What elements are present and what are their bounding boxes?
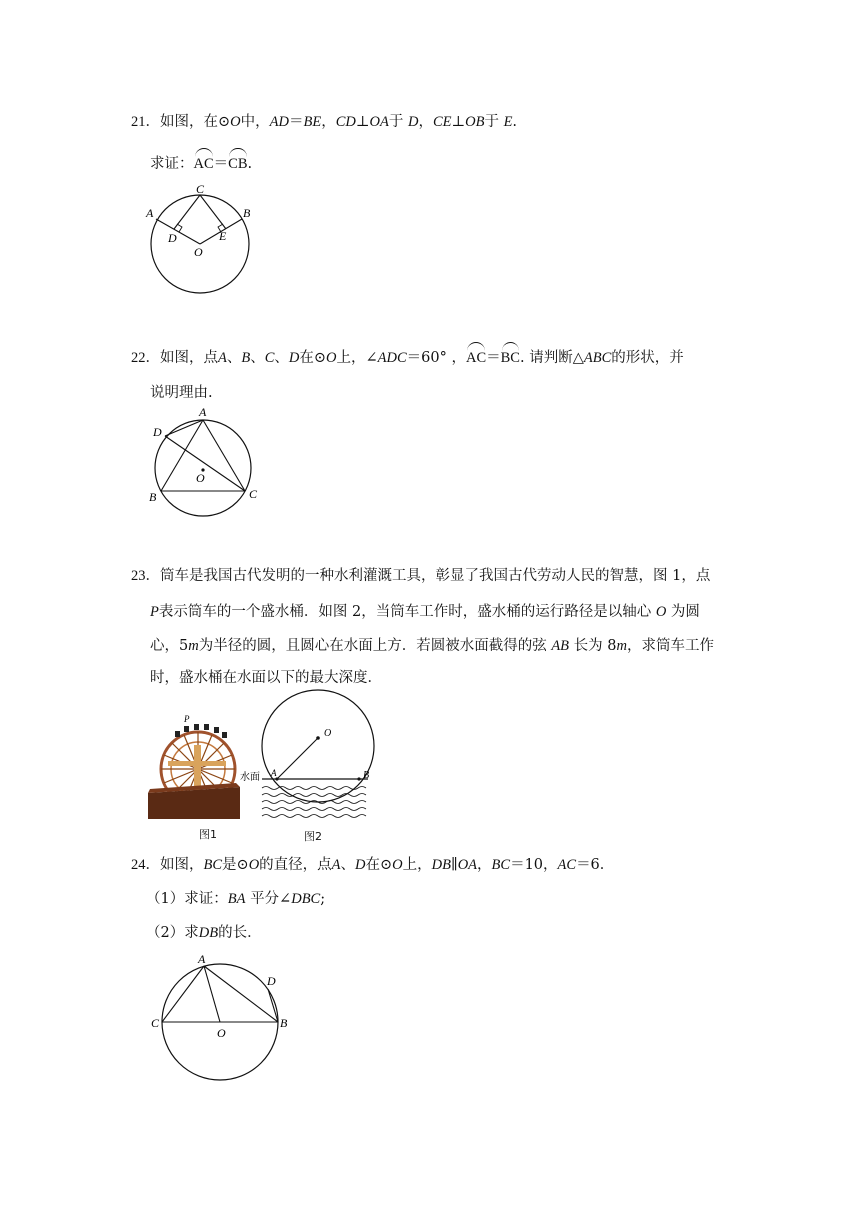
q21-label-d: D	[168, 231, 177, 245]
q23-fig2-label-b: B	[363, 770, 370, 781]
q23-number: 23．	[131, 568, 160, 584]
q21-number: 21．	[131, 114, 160, 130]
q24-label-o: O	[217, 1026, 226, 1040]
q22-line-ac	[203, 420, 245, 491]
q21-label-a: A	[146, 206, 154, 220]
q23-fig2-point-b	[357, 777, 360, 780]
q23-line1: 23．筒车是我国古代发明的一种水利灌溉工具，彰显了我国古代劳动人民的智慧，图 1，点	[131, 568, 711, 584]
q23-fig2-water-label: 水面	[240, 772, 260, 783]
q22-figure	[146, 404, 266, 514]
q24-number: 24．	[131, 857, 160, 873]
q22-label-a: A	[199, 405, 207, 419]
q22-label-d: D	[153, 425, 162, 439]
q21-label-c: C	[196, 182, 205, 196]
circle-symbol: ⊙	[218, 114, 231, 130]
arc-bc: BC	[501, 346, 520, 368]
circle-symbol: ⊙	[380, 857, 393, 873]
q22-line-da	[165, 420, 203, 436]
q23-fig2-caption: 图2	[304, 830, 322, 843]
circle-symbol: ⊙	[236, 857, 249, 873]
q23-line2: P表示筒车的一个盛水桶．如图 2，当筒车工作时，盛水桶的运行路径是以轴心 O 为圆	[150, 604, 700, 620]
arc-ac: AC	[466, 346, 486, 368]
q24-figure	[147, 950, 297, 1085]
q21-line-ao	[156, 219, 200, 244]
q21-figure	[142, 182, 272, 292]
q23-fig1-frame-beam	[168, 761, 226, 766]
q23-fig2-label-a: A	[271, 768, 277, 778]
q23-fig2-center-dot	[316, 736, 320, 740]
q24-label-d: D	[267, 974, 276, 988]
q22-label-o: O	[196, 471, 205, 485]
q21-label-e: E	[219, 229, 227, 243]
q21-label-b: B	[243, 206, 251, 220]
q24-part2: （2）求DB的长．	[146, 925, 262, 941]
q23-fig2-label-o: O	[324, 728, 332, 739]
q23-fig1-label-p: P	[184, 714, 190, 724]
q24-stem: 24．如图，BC是⊙O的直径，点A、D在⊙O上，DB∥OA，BC＝10，AC＝6．	[131, 857, 615, 873]
q24-part1: （1）求证：BA 平分∠DBC;	[146, 891, 326, 907]
q21-stem: 21．如图，在⊙O中，AD＝BE，CD⊥OA于 D，CE⊥OB于 E.	[131, 114, 518, 130]
q22-line2: 说明理由.	[150, 385, 213, 401]
q24-label-b: B	[280, 1016, 288, 1030]
q23-fig2-diagram	[240, 700, 380, 822]
q23-fig1-caption: 图1	[199, 828, 217, 841]
q22-number: 22．	[131, 350, 160, 366]
q23-line4: 时，盛水桶在水面以下的最大深度．	[150, 670, 382, 686]
circle-symbol: ⊙	[313, 350, 327, 366]
q23-fig2-radius-oa	[277, 738, 318, 779]
q23-line3: 心，5m为半径的圆，且圆心在水面上方．若圆被水面截得的弦 AB 长为 8m，求筒车工作	[150, 638, 714, 654]
q23-fig1-waterwheel	[148, 715, 240, 823]
q24-line-ao	[204, 966, 220, 1022]
q24-label-c: C	[151, 1016, 160, 1030]
q21-prove: 求证：AC＝CB.	[150, 152, 252, 174]
q23-fig2-circle	[262, 690, 374, 802]
q21-label-o: O	[194, 245, 203, 259]
q24-label-a: A	[198, 952, 206, 966]
arc-ac: AC	[194, 152, 214, 174]
q24-line-db	[268, 989, 278, 1022]
q22-label-b: B	[149, 490, 157, 504]
q24-line-ca	[162, 966, 204, 1022]
q22-stem: 22．如图，点A、B、C、D在⊙O上，∠ADC＝60° ，AC＝BC. 请判断△ABC的形状，并	[131, 346, 684, 368]
q22-label-c: C	[249, 487, 258, 501]
arc-cb: CB	[228, 152, 247, 174]
